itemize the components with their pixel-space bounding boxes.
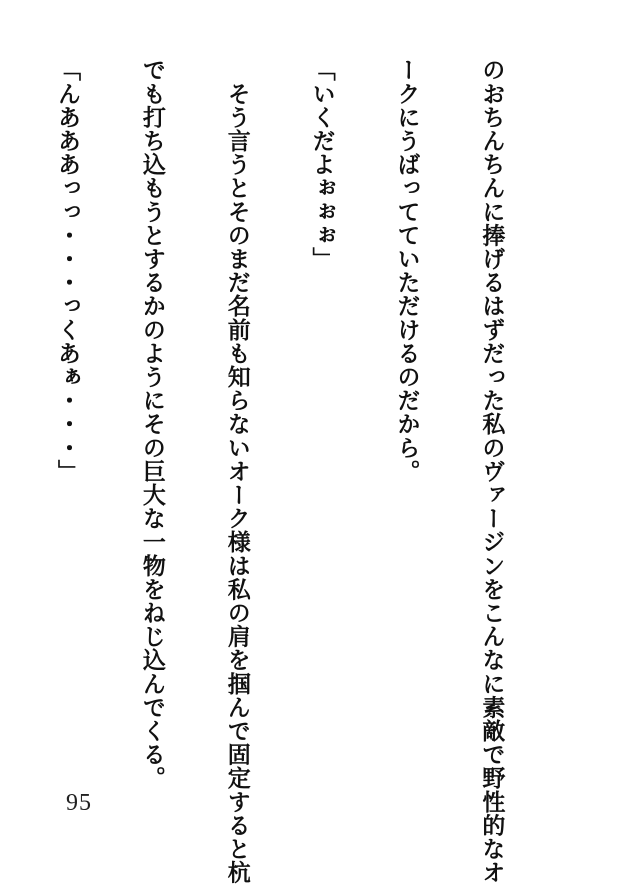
text-line: ークにうばってていただけるのだから。 <box>393 58 421 483</box>
text-line: のおちんちんに捧げるはずだった私のヴァージンをこんなに素敵で野性的なオ <box>478 58 506 884</box>
text-line: でも打ち込もうとするかのようにその巨大な一物をねじ込んでくる。 <box>138 58 166 790</box>
text-line: 「んあああっっ・・・っくあぁ・・・」 <box>53 58 81 483</box>
page-number: 95 <box>66 790 92 816</box>
text-line: 「いくだよぉぉぉ」 <box>308 58 336 271</box>
text-line: そう言うとそのまだ名前も知らないオーク様は私の肩を掴んで固定すると杭 <box>223 58 251 884</box>
